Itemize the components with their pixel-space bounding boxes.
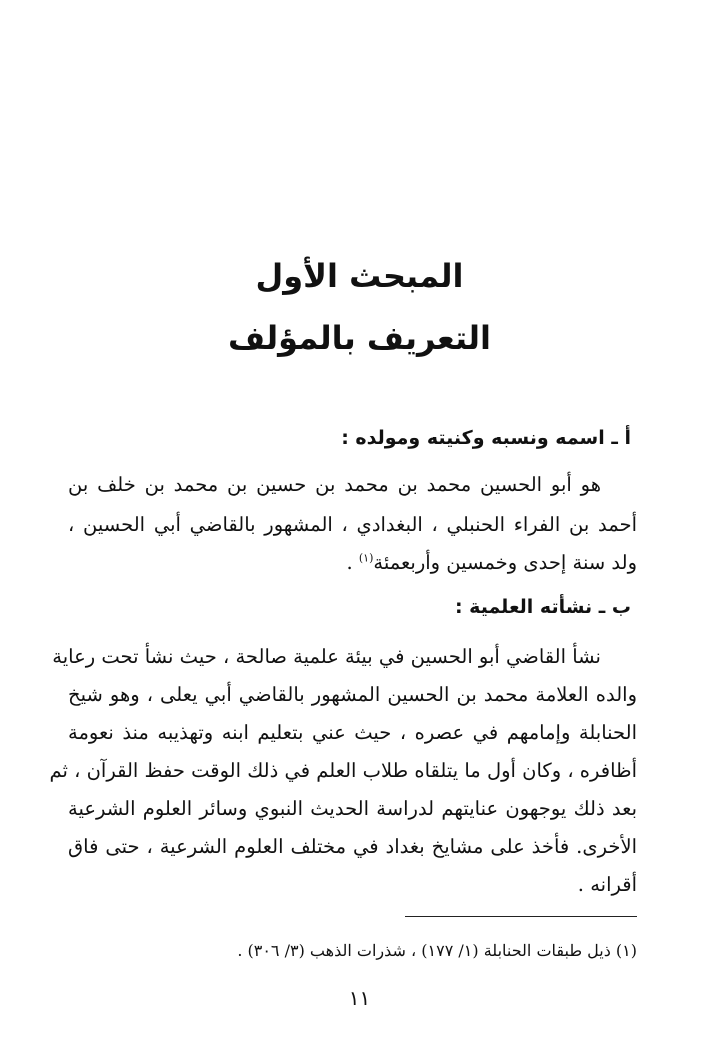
section-b-line: أظافره ، وكان أول ما يتلقاه طلاب العلم في ذلك الوقت حفظ القرآن ، ثم bbox=[49, 759, 637, 782]
section-b-line: الأخرى. فأخذ على مشايخ بغداد في مختلف العلوم الشرعية ، حتى فاق bbox=[68, 835, 637, 858]
section-b-line: الحنابلة وإمامهم في عصره ، حيث عني بتعليم ابنه وتهذيبه منذ نعومة bbox=[68, 721, 637, 744]
section-a-line-last bbox=[68, 548, 637, 578]
section-b-line: أقرانه . bbox=[577, 873, 637, 896]
section-a-line-text: ولد سنة إحدى وخمسين وأربعمئة bbox=[373, 551, 637, 574]
footnote: (١) ذيل طبقات الحنابلة (١/ ١٧٧) ، شذرات الذهب (٣/ ٣٠٦) . bbox=[237, 941, 637, 960]
chapter-title: التعريف بالمؤلف bbox=[228, 319, 491, 357]
section-a-line: هو أبو الحسين محمد بن محمد بن حسين بن محمد بن خلف بن bbox=[68, 473, 601, 496]
section-a-heading: أ ـ اسمه ونسبه وكنيته ومولده : bbox=[341, 427, 631, 449]
footnote-reference[interactable]: (١) bbox=[358, 551, 374, 565]
chapter-heading: المبحث الأول bbox=[255, 257, 464, 295]
page-number: ١١ bbox=[348, 986, 371, 1010]
section-a-line-end: . bbox=[346, 551, 359, 574]
section-b-line: بعد ذلك يوجهون عنايتهم لدراسة الحديث النبوي وسائر العلوم الشرعية bbox=[68, 797, 637, 820]
section-a-line: أحمد بن الفراء الحنبلي ، البغدادي ، المشهور بالقاضي أبي الحسين ، bbox=[68, 513, 637, 536]
footnote-divider bbox=[405, 916, 637, 917]
section-b-line: نشأ القاضي أبو الحسين في بيئة علمية صالحة ، حيث نشأ تحت رعاية bbox=[52, 645, 601, 668]
section-b-line: والده العلامة محمد بن الحسين المشهور بالقاضي أبي يعلى ، وهو شيخ bbox=[68, 683, 637, 706]
section-b-heading: ب ـ نشأته العلمية : bbox=[454, 596, 631, 618]
